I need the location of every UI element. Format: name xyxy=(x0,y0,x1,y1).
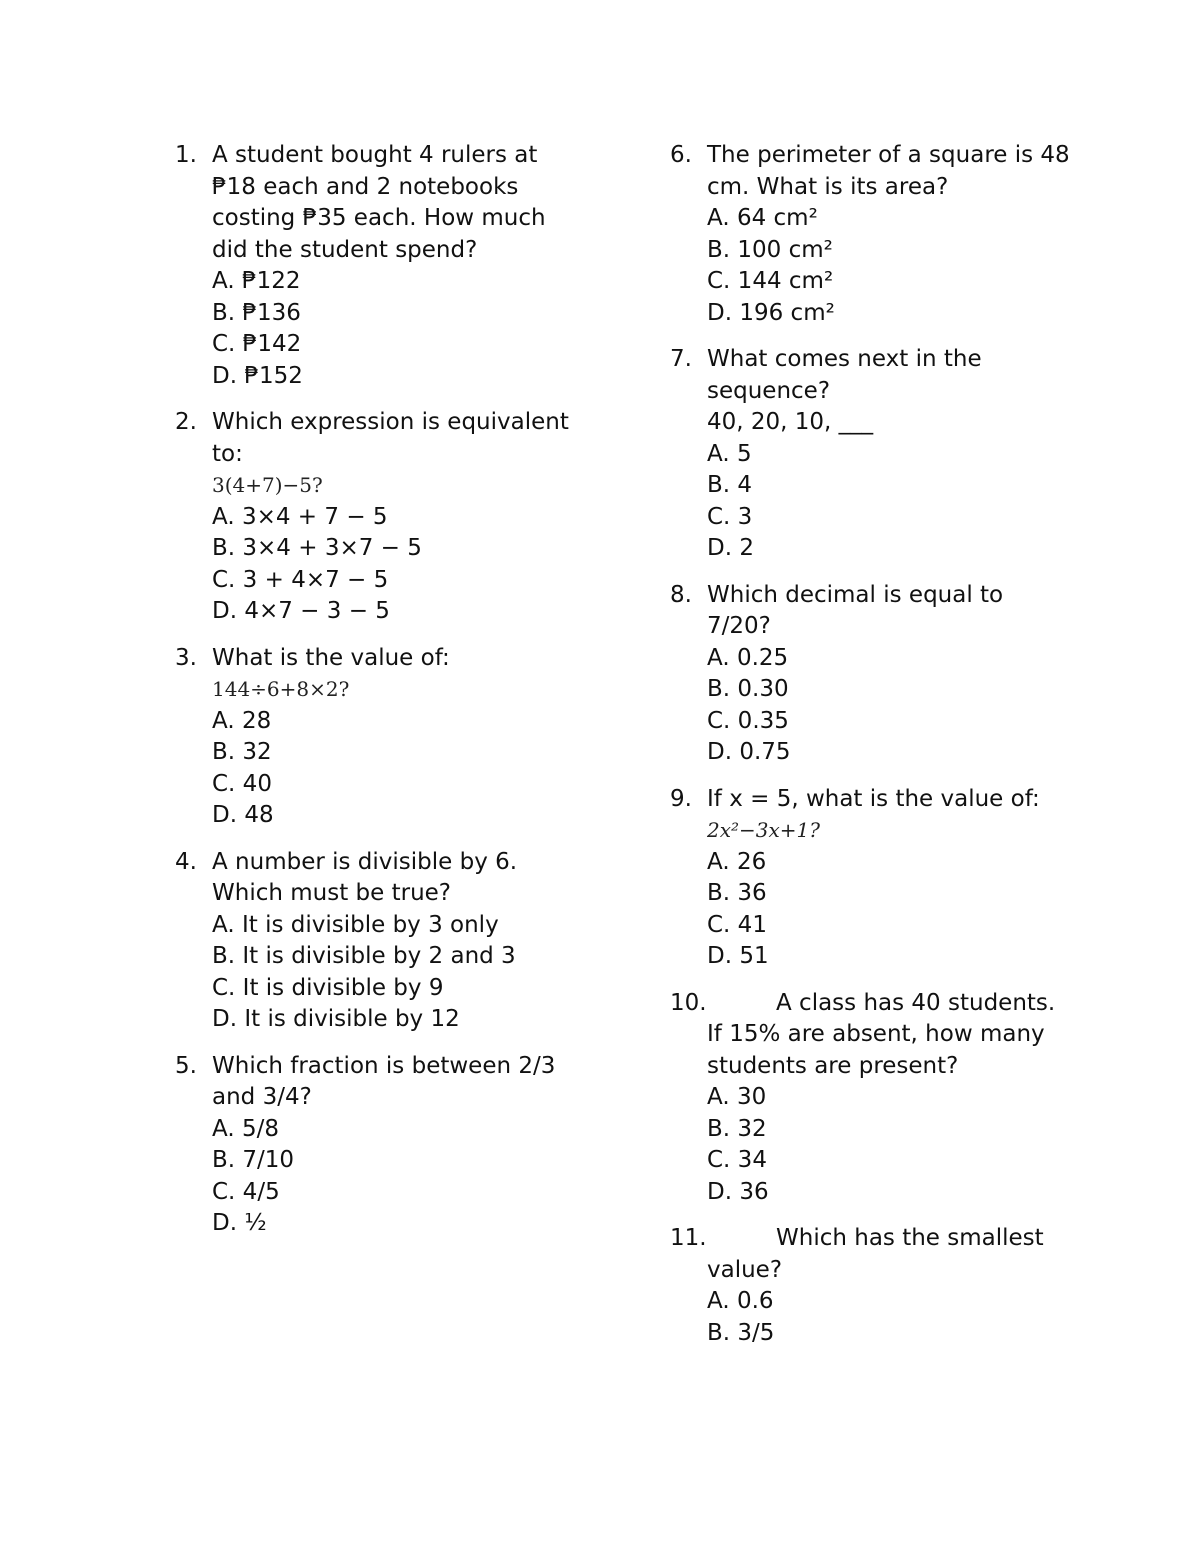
answer-option[interactable]: D. It is divisible by 12 xyxy=(212,1006,460,1032)
answer-option[interactable]: A. 5/8 xyxy=(212,1115,279,1142)
answer-option[interactable]: B. 0.30 xyxy=(707,676,789,702)
answer-option[interactable]: B. 3×4 + 3×7 − 5 xyxy=(212,535,422,561)
answer-option[interactable]: A. 30 xyxy=(707,1084,767,1110)
answer-option[interactable]: A. It is divisible by 3 only xyxy=(212,911,499,938)
left-question-column xyxy=(175,140,575,1255)
answer-option[interactable]: C. 34 xyxy=(707,1147,767,1173)
question-5 xyxy=(175,1051,575,1240)
answer-option[interactable]: B. 32 xyxy=(212,739,272,765)
answer-option[interactable]: A. 3×4 + 7 − 5 xyxy=(212,503,388,530)
answer-option[interactable]: C. 3 xyxy=(707,503,753,530)
option-list xyxy=(670,988,1070,1209)
option-list xyxy=(670,815,1070,973)
answer-option[interactable]: B. 32 xyxy=(707,1115,767,1142)
answer-option[interactable]: B. 100 cm² xyxy=(707,236,833,263)
answer-option[interactable]: C. 144 cm² xyxy=(707,268,834,294)
question-2 xyxy=(175,407,575,628)
answer-option[interactable]: C. ₱142 xyxy=(212,331,302,357)
question-text: The perimeter of a square is 48 cm. What is its area? xyxy=(707,142,1070,200)
answer-option[interactable]: A. 64 cm² xyxy=(707,205,818,231)
question-number: 6. xyxy=(670,142,692,168)
question-text: A number is divisible by 6. Which must be true? xyxy=(212,848,518,906)
answer-option[interactable]: A. 28 xyxy=(212,707,272,734)
question-1 xyxy=(175,140,575,392)
option-list xyxy=(175,674,575,832)
option-list xyxy=(670,643,1070,769)
option-list xyxy=(670,203,1070,329)
math-expression: 2x²−3x+1? xyxy=(707,818,820,842)
question-4 xyxy=(175,847,575,1036)
question-text: If x = 5, what is the value of: xyxy=(707,785,1040,812)
question-8 xyxy=(670,580,1070,769)
question-number: 5. xyxy=(175,1052,197,1079)
option-list xyxy=(175,470,575,628)
answer-option[interactable]: D. 0.75 xyxy=(707,739,791,765)
answer-option[interactable]: D. ₱152 xyxy=(212,362,303,389)
question-9 xyxy=(670,784,1070,973)
answer-option[interactable]: A. 0.6 xyxy=(707,1288,774,1314)
math-expression: 3(4+7)−5? xyxy=(212,473,323,497)
sequence-line: 40, 20, 10, ___ xyxy=(707,409,874,435)
question-6 xyxy=(670,140,1070,329)
answer-option[interactable]: B. 4 xyxy=(707,472,753,498)
answer-option[interactable]: A. 5 xyxy=(707,440,752,467)
right-question-column xyxy=(670,140,1070,1364)
answer-option[interactable]: A. 0.25 xyxy=(707,644,789,671)
question-text: A student bought 4 rulers at ₱18 each and 2 notebooks costing ₱35 each. How much did the student spend? xyxy=(212,142,546,263)
answer-option[interactable]: D. 2 xyxy=(707,535,754,561)
option-list xyxy=(670,407,1070,565)
option-list xyxy=(175,266,575,392)
option-list xyxy=(175,1114,575,1240)
question-number: 3. xyxy=(175,644,197,671)
answer-option[interactable]: C. 3 + 4×7 − 5 xyxy=(212,566,389,593)
question-7 xyxy=(670,344,1070,565)
question-number: 2. xyxy=(175,409,197,435)
answer-option[interactable]: B. It is divisible by 2 and 3 xyxy=(212,943,516,969)
question-text: A class has 40 students. If 15% are absent, how many students are present? xyxy=(707,989,1056,1079)
question-text: Which expression is equivalent to: xyxy=(212,409,569,467)
answer-option[interactable]: D. 51 xyxy=(707,943,769,969)
answer-option[interactable]: D. 48 xyxy=(212,802,274,828)
question-text: Which has the smallest value? xyxy=(707,1225,1044,1283)
question-10 xyxy=(670,988,1070,1209)
answer-option[interactable]: C. 0.35 xyxy=(707,707,789,734)
answer-option[interactable]: B. 36 xyxy=(707,880,767,906)
answer-option[interactable]: A. 26 xyxy=(707,848,767,875)
question-11 xyxy=(670,1223,1070,1349)
question-number: 1. xyxy=(175,142,197,168)
answer-option[interactable]: A. ₱122 xyxy=(212,268,301,294)
answer-option[interactable]: C. 4/5 xyxy=(212,1178,280,1205)
question-number: 9. xyxy=(670,785,692,812)
question-text: What is the value of: xyxy=(212,644,450,671)
answer-option[interactable]: B. 3/5 xyxy=(707,1319,775,1346)
question-text: Which fraction is between 2/3 and 3/4? xyxy=(212,1052,556,1110)
question-number: 7. xyxy=(670,346,692,372)
answer-option[interactable]: D. 196 cm² xyxy=(707,299,835,326)
question-text: Which decimal is equal to 7/20? xyxy=(707,581,1004,639)
answer-option[interactable]: D. ½ xyxy=(212,1210,267,1236)
answer-option[interactable]: C. 40 xyxy=(212,770,272,797)
math-expression: 144÷6+8×2? xyxy=(212,677,350,701)
answer-option[interactable]: B. ₱136 xyxy=(212,299,301,326)
question-3 xyxy=(175,643,575,832)
question-number: 8. xyxy=(670,581,692,608)
answer-option[interactable]: D. 36 xyxy=(707,1178,769,1205)
answer-option[interactable]: C. It is divisible by 9 xyxy=(212,974,444,1001)
answer-option[interactable]: D. 4×7 − 3 − 5 xyxy=(212,598,390,624)
question-text: What comes next in the sequence? xyxy=(707,346,982,404)
answer-option[interactable]: B. 7/10 xyxy=(212,1147,295,1173)
question-number: 11. xyxy=(670,1225,707,1251)
question-number: 4. xyxy=(175,848,197,875)
answer-option[interactable]: C. 41 xyxy=(707,911,767,938)
question-number: 10. xyxy=(670,989,707,1016)
option-list xyxy=(175,910,575,1036)
